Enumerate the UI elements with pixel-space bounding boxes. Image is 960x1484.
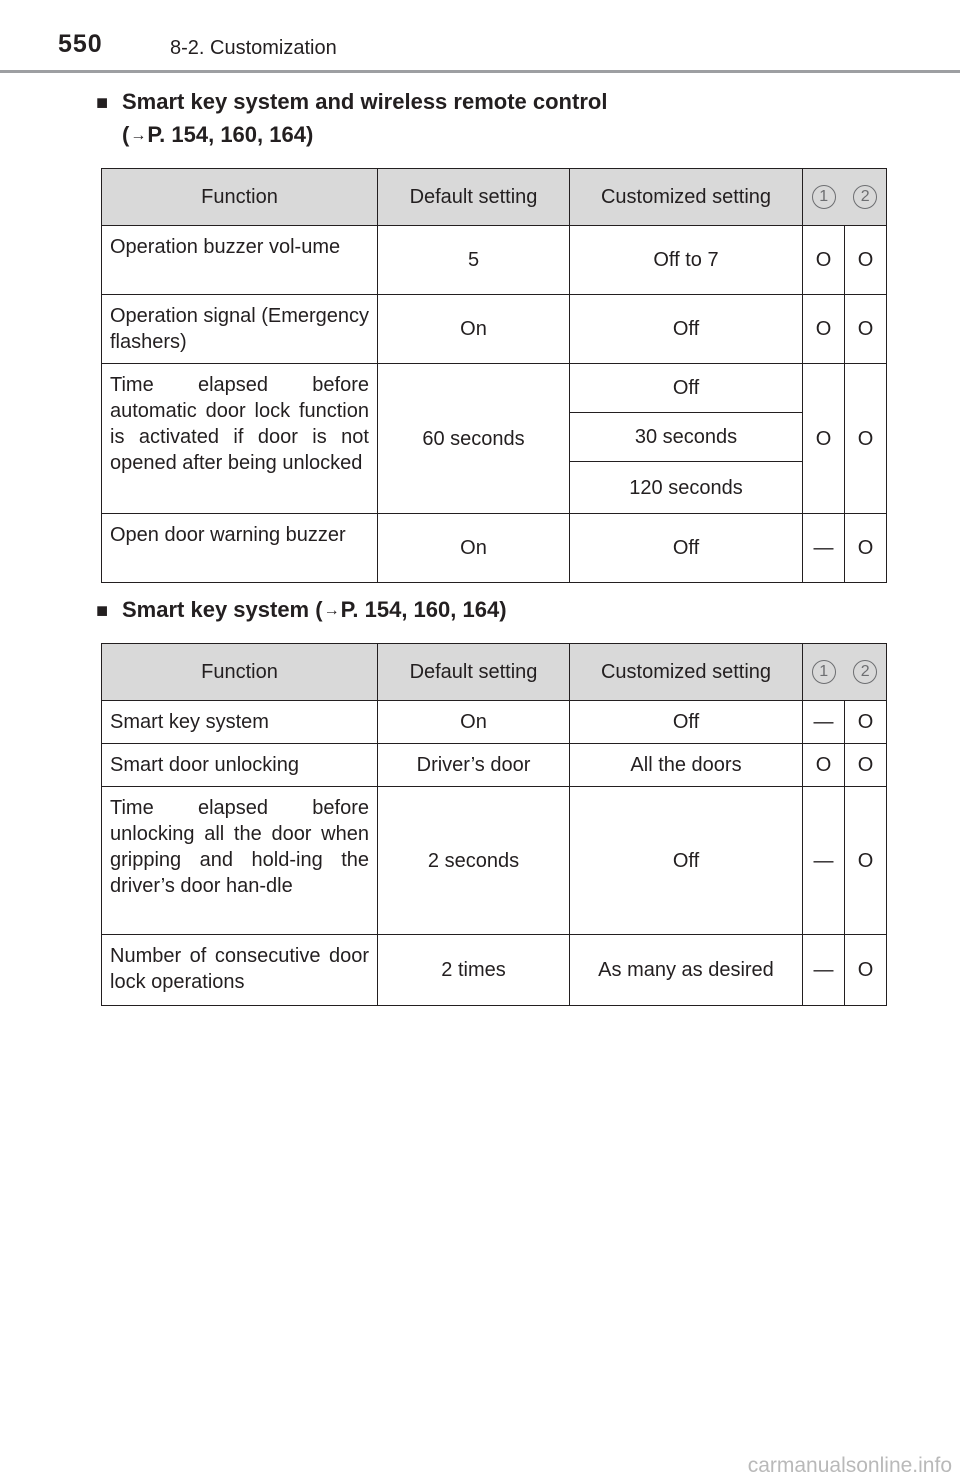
method2-cell: O bbox=[845, 787, 887, 935]
heading-title: Smart key system ( bbox=[122, 597, 323, 622]
heading-title: Smart key system and wireless remote control bbox=[122, 89, 608, 114]
table-row bbox=[102, 226, 887, 295]
method1-cell: O bbox=[803, 226, 845, 295]
method1-cell: — bbox=[803, 787, 845, 935]
table-row bbox=[102, 514, 887, 583]
circled-number-2-icon: 2 bbox=[853, 185, 877, 209]
column-header-function: Function bbox=[102, 169, 378, 226]
column-header-methods bbox=[803, 169, 887, 226]
default-cell: 2 times bbox=[378, 935, 570, 1006]
default-cell: 2 seconds bbox=[378, 787, 570, 935]
function-cell: Time elapsed before unlocking all the door when gripping and hold-ing the driver’s door han-dle bbox=[102, 787, 378, 935]
method2-cell: O bbox=[845, 514, 887, 583]
column-header-function: Function bbox=[102, 644, 378, 701]
section-heading-wireless bbox=[96, 86, 607, 152]
custom-option-cell: Off bbox=[570, 364, 803, 413]
function-cell: Smart key system bbox=[102, 701, 378, 744]
custom-cell: Off bbox=[570, 701, 803, 744]
custom-option-cell: 120 seconds bbox=[570, 462, 803, 514]
circled-number-1-icon: 1 bbox=[812, 185, 836, 209]
heading-paren: ( bbox=[122, 122, 130, 147]
arrow-right-icon: → bbox=[323, 602, 340, 619]
custom-cell: Off to 7 bbox=[570, 226, 803, 295]
column-header-default: Default setting bbox=[378, 169, 570, 226]
table-header-row bbox=[102, 644, 887, 701]
method1-cell: O bbox=[803, 364, 845, 514]
arrow-right-icon: → bbox=[130, 127, 147, 144]
method1-cell: O bbox=[803, 744, 845, 787]
default-cell: On bbox=[378, 701, 570, 744]
custom-cell: Off bbox=[570, 787, 803, 935]
function-cell: Operation buzzer vol-ume bbox=[102, 226, 378, 295]
function-cell: Operation signal (Emergency flashers) bbox=[102, 295, 378, 364]
circled-number-1-icon: 1 bbox=[812, 660, 836, 684]
page-number: 550 bbox=[58, 30, 103, 58]
custom-cell: As many as desired bbox=[570, 935, 803, 1006]
default-cell: 60 seconds bbox=[378, 364, 570, 514]
smart-key-settings-table bbox=[101, 643, 887, 1006]
default-cell: On bbox=[378, 295, 570, 364]
column-header-default: Default setting bbox=[378, 644, 570, 701]
heading-page-ref: P. 154, 160, 164) bbox=[340, 597, 507, 622]
default-cell: 5 bbox=[378, 226, 570, 295]
table-row bbox=[102, 935, 887, 1006]
method2-cell: O bbox=[845, 226, 887, 295]
column-header-custom: Customized setting bbox=[570, 644, 803, 701]
table-row bbox=[102, 364, 887, 413]
custom-cell: Off bbox=[570, 295, 803, 364]
method1-cell: — bbox=[803, 935, 845, 1006]
watermark: carmanualsonline.info bbox=[747, 1454, 952, 1477]
method2-cell: O bbox=[845, 701, 887, 744]
section-label: 8-2. Customization bbox=[170, 37, 337, 59]
table-row bbox=[102, 701, 887, 744]
function-cell: Open door warning buzzer bbox=[102, 514, 378, 583]
method1-cell: — bbox=[803, 514, 845, 583]
method2-cell: O bbox=[845, 935, 887, 1006]
square-bullet-icon: ■ bbox=[96, 92, 109, 114]
function-cell: Number of consecutive door lock operations bbox=[102, 935, 378, 1006]
default-cell: Driver’s door bbox=[378, 744, 570, 787]
method2-cell: O bbox=[845, 364, 887, 514]
page-header bbox=[0, 0, 960, 76]
function-cell: Smart door unlocking bbox=[102, 744, 378, 787]
heading-page-ref: P. 154, 160, 164) bbox=[147, 122, 314, 147]
header-divider bbox=[0, 70, 960, 73]
section-heading-smart-key bbox=[96, 594, 507, 627]
table-row bbox=[102, 295, 887, 364]
method2-cell: O bbox=[845, 744, 887, 787]
method1-cell: O bbox=[803, 295, 845, 364]
column-header-custom: Customized setting bbox=[570, 169, 803, 226]
custom-option-cell: 30 seconds bbox=[570, 413, 803, 462]
default-cell: On bbox=[378, 514, 570, 583]
method2-cell: O bbox=[845, 295, 887, 364]
method1-cell: — bbox=[803, 701, 845, 744]
table-row bbox=[102, 744, 887, 787]
custom-cell: Off bbox=[570, 514, 803, 583]
square-bullet-icon: ■ bbox=[96, 600, 109, 622]
circled-number-2-icon: 2 bbox=[853, 660, 877, 684]
function-cell: Time elapsed before automatic door lock function is activated if door is not opened after being unlocked bbox=[102, 364, 378, 514]
custom-cell: All the doors bbox=[570, 744, 803, 787]
table-row bbox=[102, 787, 887, 935]
column-header-methods bbox=[803, 644, 887, 701]
table-header-row bbox=[102, 169, 887, 226]
wireless-settings-table bbox=[101, 168, 887, 583]
